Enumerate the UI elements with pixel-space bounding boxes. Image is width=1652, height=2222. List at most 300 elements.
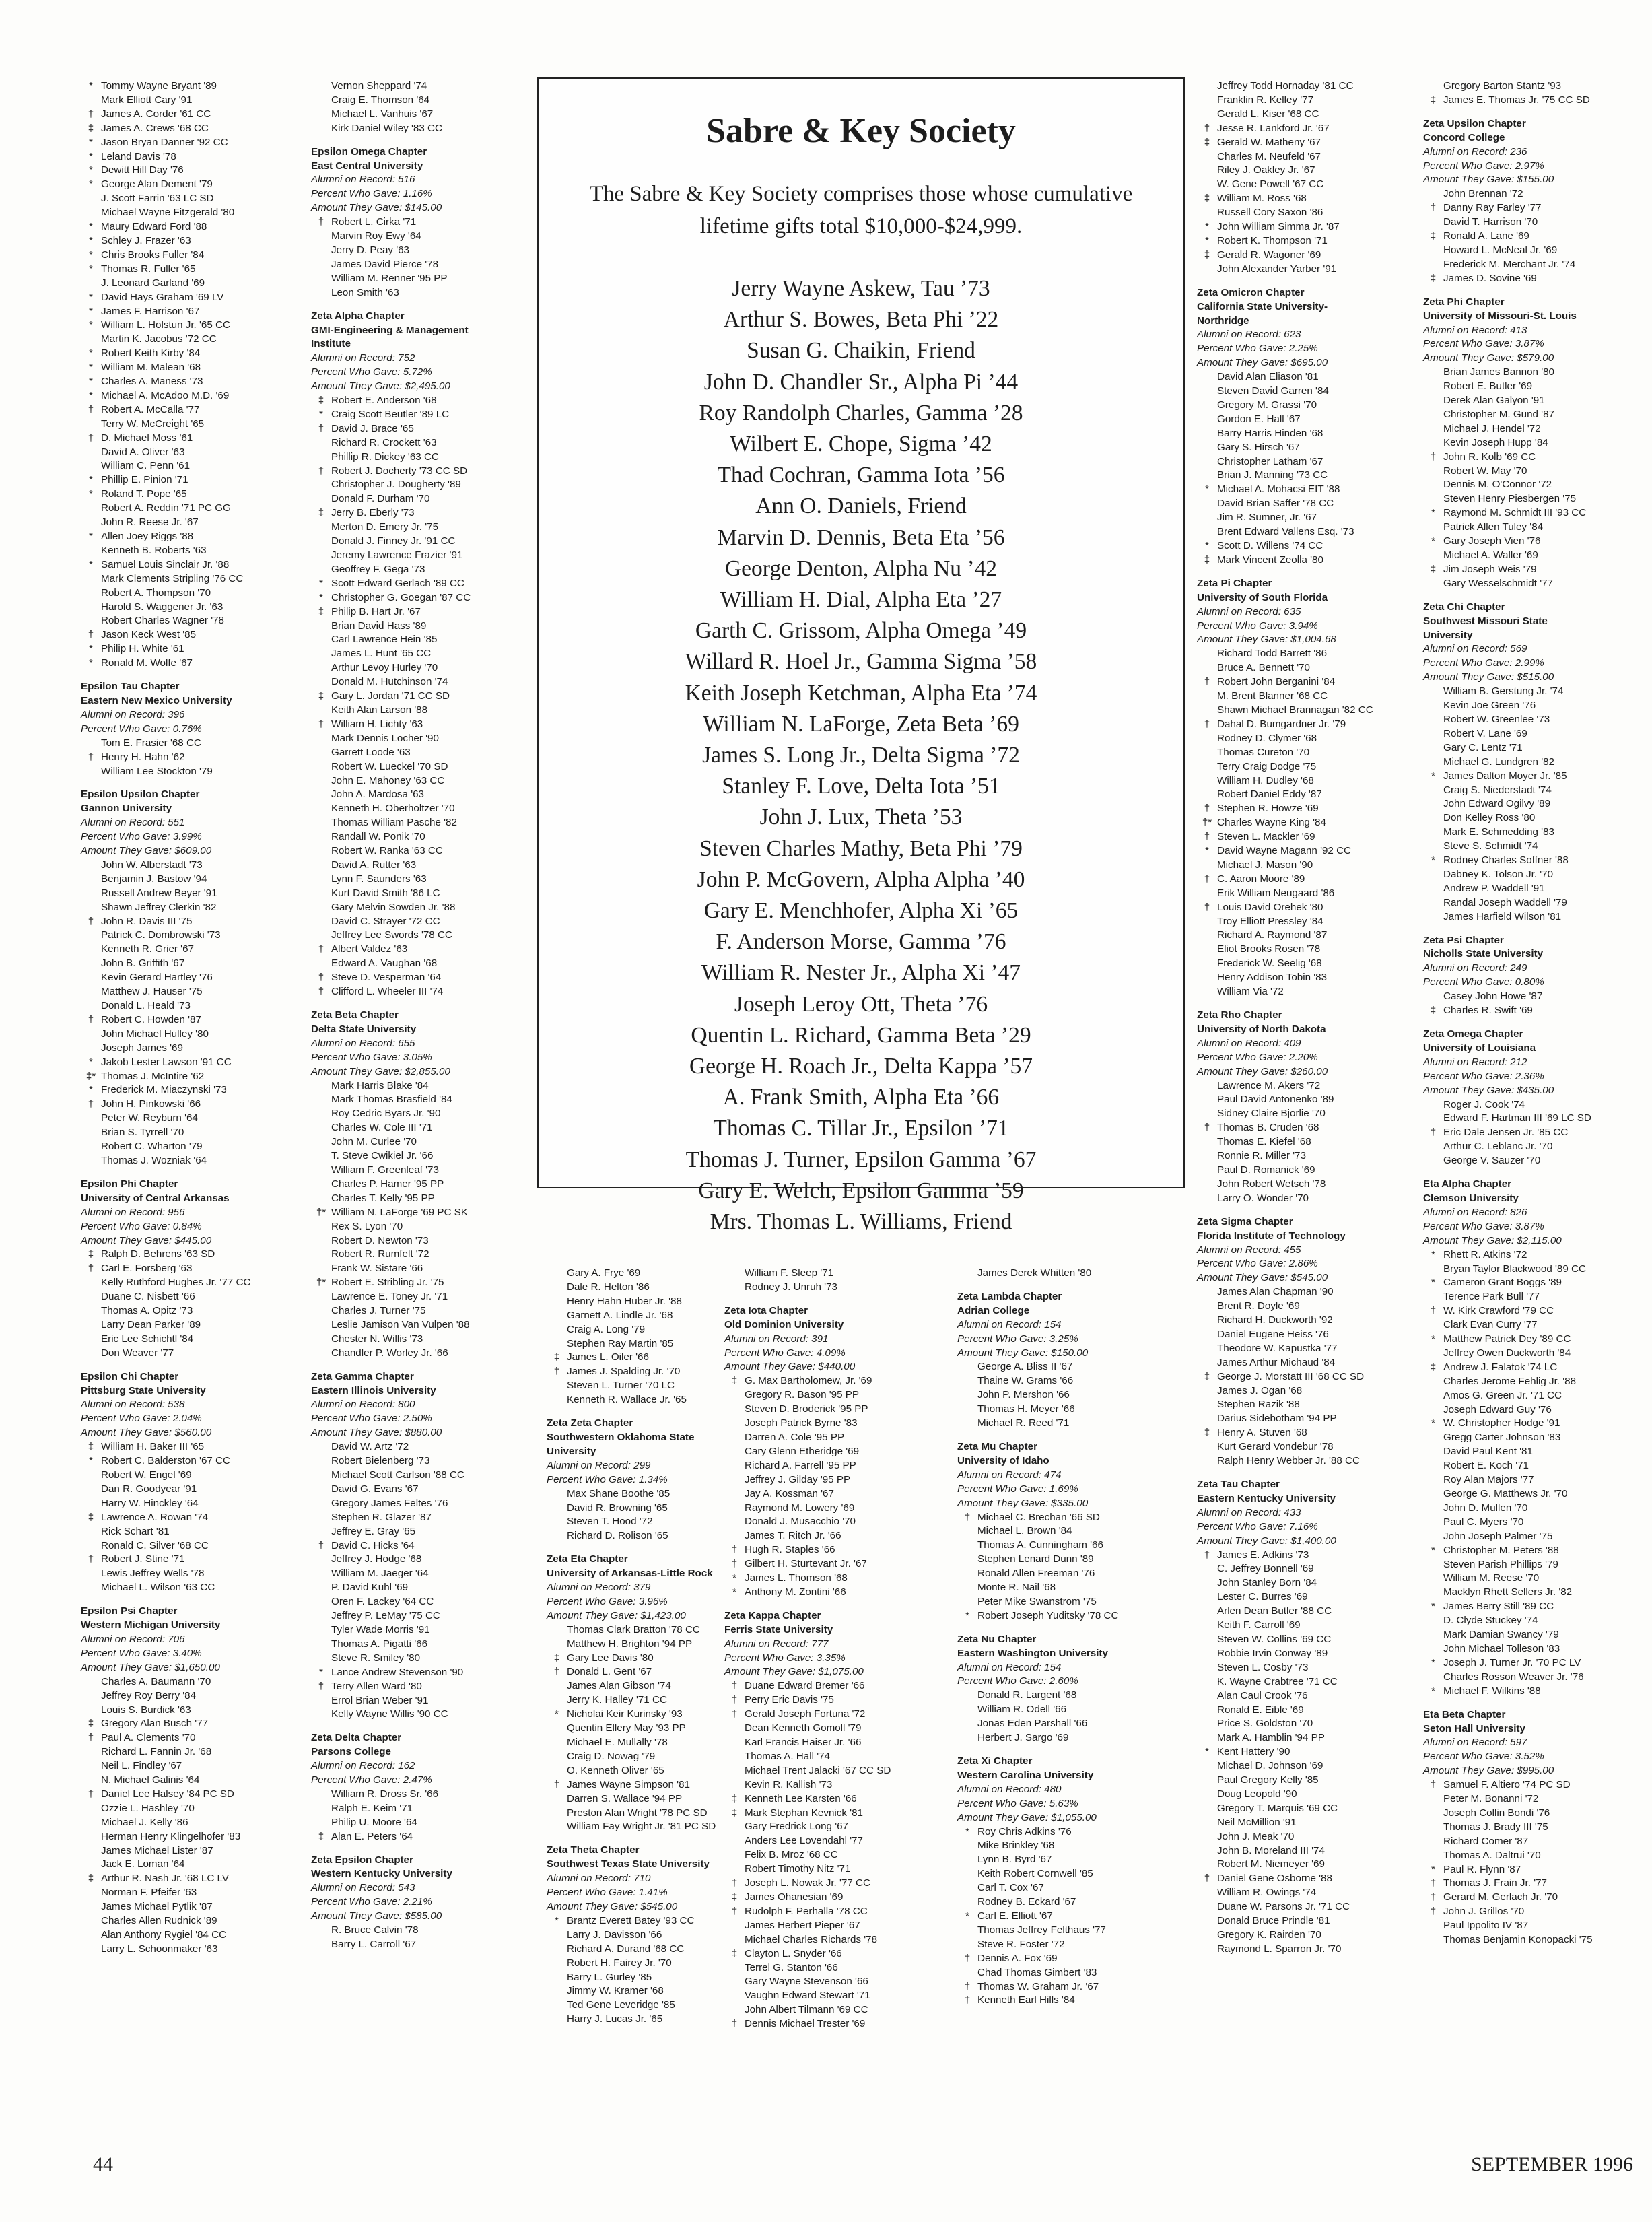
society-member: William N. LaForge, Zeta Beta ’69: [703, 711, 1019, 737]
donor-name: [311, 1830, 525, 1844]
donor-symbol: †: [318, 943, 324, 955]
donor-symbol: ‡: [88, 1441, 94, 1453]
donor-name-text: John D. Mullen '70: [1443, 1502, 1528, 1514]
donor-name: [311, 394, 525, 408]
donor-symbol: *: [89, 1455, 93, 1467]
society-member: Roy Randolph Charles, Gamma ’28: [699, 400, 1023, 426]
donor-name: [81, 1318, 295, 1333]
donor-name: [1423, 563, 1639, 577]
donor-symbol: †: [553, 1666, 560, 1678]
chapter-statistic: Alumni on Record: 800: [311, 1399, 415, 1411]
donor-symbol: †: [1430, 1305, 1437, 1317]
donor-symbol: *: [89, 248, 93, 261]
donor-name-text: John J. Meak '70: [1217, 1830, 1295, 1842]
donor-symbol: *: [965, 1910, 969, 1922]
donor-name: [1423, 1304, 1639, 1318]
chapter-heading: Clemson University: [1423, 1192, 1519, 1204]
donor-name: [1197, 1647, 1412, 1661]
chapter-statistic: Alumni on Record: 396: [81, 708, 185, 720]
donor-name-text: Jeffrey J. Hodge '68: [331, 1553, 422, 1566]
donor-name: [81, 1013, 295, 1028]
chapter-statistic: Alumni on Record: 538: [81, 1399, 185, 1411]
donor-symbol: †: [318, 986, 324, 998]
donor-name: [81, 1454, 295, 1469]
chapter-statistic: Percent Who Gave: 2.99%: [1423, 657, 1544, 669]
donor-column-6: [1197, 79, 1412, 1957]
donor-name: [957, 1703, 1186, 1717]
donor-name: [81, 516, 295, 530]
chapter-heading: Zeta Xi Chapter: [957, 1755, 1033, 1767]
donor-name: [311, 844, 525, 858]
donor-symbol: †: [1204, 122, 1210, 134]
donor-name-text: William M. Malean '68: [101, 362, 201, 374]
society-member: John D. Chandler Sr., Alpha Pi ’44: [703, 369, 1019, 395]
chapter-statistic: Amount They Gave: $545.00: [1197, 1272, 1328, 1284]
donor-name: [957, 1595, 1186, 1609]
donor-name-text: Doug Leopold '90: [1217, 1788, 1297, 1800]
donor-name-text: George V. Sauzer '70: [1443, 1155, 1541, 1167]
donor-name: [724, 1792, 941, 1807]
donor-name: [724, 2003, 941, 2017]
donor-name-text: Terry Craig Dodge '75: [1217, 760, 1317, 772]
donor-name: [1197, 1328, 1412, 1342]
donor-symbol: †*: [1202, 817, 1212, 829]
society-member: John P. McGovern, Alpha Alpha ’40: [697, 867, 1025, 892]
donor-column-2: [311, 79, 525, 1952]
donor-name-text: James E. Adkins '73: [1217, 1549, 1309, 1561]
donor-name: [1197, 1816, 1412, 1830]
donor-name: [1197, 689, 1412, 704]
donor-name: [1423, 1417, 1639, 1431]
donor-name: [1197, 718, 1412, 732]
donor-name: [1423, 1558, 1639, 1572]
donor-name-text: Rodney D. Clymer '68: [1217, 732, 1317, 744]
donor-name: [81, 1440, 295, 1454]
donor-name-text: Kenneth R. Grier '67: [101, 943, 194, 955]
donor-name-text: Harry W. Hinckley '64: [101, 1497, 199, 1509]
donor-name: [81, 473, 295, 487]
donor-name-text: John Michael Hulley '80: [101, 1028, 209, 1040]
donor-name: [311, 1206, 525, 1220]
donor-name: [547, 1515, 693, 1529]
donor-name: [81, 122, 295, 136]
donor-symbol: *: [89, 488, 93, 500]
chapter-statistic: Percent Who Gave: 2.50%: [311, 1413, 432, 1425]
donor-name: [311, 943, 525, 957]
donor-name-text: James Wayne Simpson '81: [567, 1778, 690, 1790]
chapter-statistic: Percent Who Gave: 1.34%: [547, 1473, 668, 1485]
chapter-heading: Zeta Eta Chapter: [547, 1553, 628, 1566]
donor-name-text: Mark E. Schmedding '83: [1443, 826, 1554, 838]
donor-name-text: Rodney J. Unruh '73: [745, 1281, 837, 1293]
donor-name: [547, 1736, 693, 1750]
donor-name-text: Oren F. Lackey '64 CC: [331, 1596, 434, 1608]
donor-name-text: Ronald A. Lane '69: [1443, 230, 1529, 242]
donor-name-text: Michael Wayne Fitzgerald '80: [101, 207, 235, 219]
donor-name-text: Michael J. Mason '90: [1217, 858, 1313, 871]
donor-name-text: Gary C. Lentz '71: [1443, 741, 1523, 753]
donor-name-text: Ted Gene Leveridge '85: [567, 1999, 675, 2011]
donor-name-text: Arthur R. Nash Jr. '68 LC LV: [101, 1873, 230, 1885]
donor-name-text: Gregory K. Rairden '70: [1217, 1929, 1321, 1941]
chapter-statistic: Alumni on Record: 236: [1423, 145, 1527, 158]
donor-name-text: Mark Damian Swancy '79: [1443, 1629, 1559, 1641]
donor-name: [724, 1487, 941, 1502]
chapter-statistic: Amount They Gave: $609.00: [81, 845, 212, 857]
donor-name: [957, 1881, 1186, 1895]
donor-name: [1423, 1459, 1639, 1473]
donor-name: [81, 1717, 295, 1731]
donor-name-text: Kenneth H. Oberholtzer '70: [331, 803, 455, 815]
donor-name: [81, 318, 295, 333]
donor-name: [1197, 1285, 1412, 1300]
donor-column-5: [957, 1267, 1186, 2008]
donor-symbol: ‡: [1204, 553, 1210, 566]
donor-name: [81, 136, 295, 150]
donor-name-text: Samuel F. Altiero '74 PC SD: [1443, 1779, 1571, 1791]
donor-name: [1197, 1759, 1412, 1774]
donor-name: [311, 675, 525, 689]
society-member: Gary E. Welch, Epsilon Gamma ’59: [698, 1178, 1024, 1203]
donor-name-text: Mark Stephan Kevnick '81: [745, 1807, 863, 1819]
society-member: F. Anderson Morse, Gamma ’76: [716, 929, 1006, 955]
chapter-statistic: Percent Who Gave: 3.87%: [1423, 1220, 1544, 1232]
donor-name: [311, 549, 525, 563]
donor-name: [1197, 1300, 1412, 1314]
donor-symbol: ‡: [318, 690, 324, 702]
donor-name: [1197, 1619, 1412, 1633]
donor-name: [724, 1975, 941, 1989]
donor-name-text: Errol Brian Weber '91: [331, 1694, 429, 1706]
donor-name-text: William L. Holstun Jr. '65 CC: [101, 319, 230, 331]
donor-name-text: Cameron Grant Boggs '89: [1443, 1277, 1562, 1289]
society-member: John J. Lux, Theta ’53: [759, 805, 963, 830]
donor-name: [547, 1750, 693, 1764]
donor-name-text: John A. Mardosa '63: [331, 788, 424, 801]
donor-name: [311, 1469, 525, 1483]
donor-name: [311, 774, 525, 788]
donor-name: [81, 887, 295, 901]
donor-name-text: William R. Dross Sr. '66: [331, 1788, 439, 1800]
chapter-statistic: Amount They Gave: $1,423.00: [547, 1609, 686, 1621]
donor-name: [311, 788, 525, 802]
donor-name: [311, 563, 525, 577]
donor-name-text: Robert V. Lane '69: [1443, 727, 1527, 739]
donor-name-text: Henry H. Hahn '62: [101, 751, 185, 763]
donor-name-text: Thomas W. Graham Jr. '67: [977, 1980, 1099, 1992]
donor-name-text: James T. Ritch Jr. '66: [745, 1530, 841, 1542]
donor-name-text: Mark Harris Blake '84: [331, 1079, 429, 1091]
chapter-heading: Zeta Zeta Chapter: [547, 1417, 633, 1429]
society-member: A. Frank Smith, Alpha Eta ’66: [722, 1085, 1000, 1110]
donor-name: [311, 746, 525, 760]
donor-name-text: Rodney B. Eckard '67: [977, 1896, 1076, 1908]
donor-symbol: †: [964, 1952, 971, 1964]
donor-name-text: Terry W. McCreight '65: [101, 417, 205, 430]
donor-name: [1423, 492, 1639, 506]
donor-name-text: David T. Harrison '70: [1443, 216, 1538, 228]
donor-name-text: James D. Sovine '69: [1443, 272, 1537, 284]
chapter-statistic: Percent Who Gave: 2.86%: [1197, 1258, 1318, 1270]
donor-name-text: Michael L. Wilson '63 CC: [101, 1582, 215, 1594]
donor-name-text: David W. Artz '72: [331, 1441, 409, 1453]
donor-name-text: Ralph Henry Webber Jr. '88 CC: [1217, 1455, 1360, 1467]
donor-symbol: *: [1431, 535, 1435, 547]
chapter-statistic: Amount They Gave: $579.00: [1423, 352, 1554, 364]
donor-name: [311, 760, 525, 774]
donor-name-text: Charles T. Kelly '95 PP: [331, 1192, 435, 1204]
feature-intro: The Sabre & Key Society comprises those whose cumulative lifetime gifts total $10,000-$24,999.: [589, 182, 1133, 238]
donor-name-text: Christopher M. Peters '88: [1443, 1544, 1559, 1556]
donor-name: [1423, 770, 1639, 784]
donor-name-text: Randall W. Ponik '70: [331, 831, 425, 843]
donor-symbol: *: [1431, 854, 1435, 867]
donor-name-text: Kevin Joseph Hupp '84: [1443, 436, 1548, 448]
donor-name-text: John Brennan '72: [1443, 188, 1523, 200]
donor-name-text: Raymond M. Schmidt III '93 CC: [1443, 507, 1587, 519]
donor-name-text: Garnett A. Lindle Jr. '68: [567, 1309, 673, 1321]
donor-symbol: *: [1431, 1656, 1435, 1669]
donor-name: [1197, 94, 1412, 108]
donor-name-text: Shawn Jeffrey Clerkin '82: [101, 901, 217, 913]
chapter-statistic: Amount They Gave: $880.00: [311, 1427, 442, 1439]
donor-symbol: *: [1205, 845, 1209, 857]
chapter-heading: Northridge: [1197, 314, 1249, 327]
donor-name-text: Steve D. Vesperman '64: [331, 972, 442, 984]
donor-symbol: ‡: [1430, 1005, 1437, 1017]
donor-name-text: Philip U. Moore '64: [331, 1816, 417, 1828]
donor-symbol: †: [731, 2018, 738, 2030]
donor-symbol: ‡: [318, 507, 324, 519]
donor-name: [1197, 1121, 1412, 1135]
donor-name: [1197, 1398, 1412, 1412]
donor-name: [81, 628, 295, 642]
donor-name-text: James L. Hunt '65 CC: [331, 648, 432, 660]
donor-name-text: Robert W. Lueckel '70 SD: [331, 760, 448, 772]
donor-name: [81, 1469, 295, 1483]
feature-member-list: [539, 273, 1183, 1238]
donor-name: [81, 1497, 295, 1511]
donor-name-text: Lawrence E. Toney Jr. '71: [331, 1291, 448, 1303]
donor-name-text: David A. Rutter '63: [331, 858, 417, 871]
society-member: Quentin L. Richard, Gamma Beta ’29: [691, 1022, 1031, 1048]
donor-column-7: [1423, 79, 1639, 1947]
donor-name: [957, 1553, 1186, 1567]
donor-name-text: Jim R. Sumner, Jr. '67: [1217, 512, 1317, 524]
donor-name: [311, 1093, 525, 1107]
donor-symbol: *: [965, 1609, 969, 1621]
donor-symbol: †: [318, 1539, 324, 1551]
donor-name-text: Karl Francis Haiser Jr. '66: [745, 1737, 862, 1748]
donor-name: [1197, 384, 1412, 399]
donor-name: [724, 1529, 941, 1543]
donor-name-text: Gary A. Frye '69: [567, 1267, 641, 1279]
donor-name-text: Larry L. Schoonmaker '63: [101, 1943, 218, 1955]
donor-name-text: Jim Joseph Weis '79: [1443, 563, 1537, 575]
donor-name: [957, 1895, 1186, 1910]
donor-name-text: John R. Kolb '69 CC: [1443, 450, 1536, 463]
donor-name: [81, 1886, 295, 1900]
donor-name-text: Robert J. Stine '71: [101, 1553, 185, 1566]
donor-name: [1423, 1835, 1639, 1849]
donor-symbol: †: [964, 1994, 971, 2007]
donor-name-text: Jeffrey Lee Swords '78 CC: [331, 929, 452, 941]
donor-name-text: Robert C. Wharton '79: [101, 1141, 203, 1153]
chapter-statistic: Amount They Gave: $335.00: [957, 1497, 1089, 1509]
donor-name: [1423, 244, 1639, 258]
donor-name: [1197, 455, 1412, 469]
donor-name-text: Richard H. Duckworth '92: [1217, 1314, 1333, 1326]
chapter-statistic: Percent Who Gave: 3.99%: [81, 831, 202, 843]
donor-name-text: John Robert Wetsch '78: [1217, 1178, 1326, 1190]
donor-name-text: William R. Odell '66: [977, 1704, 1067, 1716]
donor-symbol: †: [88, 1013, 94, 1025]
donor-name-text: James Berry Still '89 CC: [1443, 1601, 1554, 1613]
donor-symbol: †: [88, 751, 94, 763]
chapter-statistic: Percent Who Gave: 1.69%: [957, 1483, 1078, 1495]
donor-name-text: John William Simma Jr. '87: [1217, 221, 1340, 233]
society-member: Arthur S. Bowes, Beta Phi ’22: [723, 307, 999, 333]
donor-symbol: †: [318, 1680, 324, 1692]
donor-name-text: Robert A. McCalla '77: [101, 403, 200, 415]
chapter-statistic: Alumni on Record: 569: [1423, 643, 1527, 655]
donor-name: [81, 1333, 295, 1347]
chapter-statistic: Alumni on Record: 154: [957, 1318, 1062, 1331]
donor-name-text: Craig E. Thomson '64: [331, 94, 430, 106]
donor-name: [1197, 108, 1412, 122]
donor-name-text: Lawrence M. Akers '72: [1217, 1079, 1321, 1091]
donor-name: [311, 1938, 525, 1952]
chapter-statistic: Percent Who Gave: 5.72%: [311, 366, 432, 378]
donor-name-text: Dennis M. O'Connor '72: [1443, 479, 1552, 491]
donor-name-text: Jonas Eden Parshall '66: [977, 1718, 1088, 1730]
donor-name: [311, 1708, 525, 1722]
donor-name-text: Michael Charles Richards '78: [745, 1933, 878, 1945]
chapter-heading: Western Kentucky University: [311, 1868, 452, 1880]
donor-name: [311, 258, 525, 272]
donor-name: [81, 248, 295, 263]
chapter-statistic: Alumni on Record: 433: [1197, 1506, 1301, 1518]
donor-name-text: Steven W. Collins '69 CC: [1217, 1633, 1332, 1645]
donor-name-text: Christopher J. Dougherty '89: [331, 479, 461, 491]
donor-name: [1423, 506, 1639, 520]
donor-name: [311, 520, 525, 535]
chapter-statistic: Amount They Gave: $145.00: [311, 202, 442, 214]
donor-symbol: *: [732, 1586, 736, 1598]
donor-name-text: William F. Sleep '71: [745, 1267, 834, 1279]
donor-name: [311, 408, 525, 422]
donor-name-text: Jeffrey Todd Hornaday '81 CC: [1217, 80, 1354, 92]
society-member: Marvin D. Dennis, Beta Eta ’56: [717, 525, 1005, 550]
donor-symbol: *: [89, 305, 93, 317]
donor-name: [311, 915, 525, 929]
donor-name: [1197, 844, 1412, 858]
donor-name-text: Monte R. Nail '68: [977, 1582, 1056, 1594]
donor-name: [81, 1154, 295, 1168]
donor-name-text: Kevin Joe Green '76: [1443, 700, 1536, 712]
donor-name-text: T. Steve Cwikiel Jr. '66: [331, 1150, 434, 1162]
chapter-statistic: Percent Who Gave: 2.20%: [1197, 1051, 1318, 1063]
donor-name: [957, 1403, 1186, 1417]
donor-name-text: Bryan Taylor Blackwood '89 CC: [1443, 1262, 1586, 1275]
donor-name-text: William B. Gerstung Jr. '74: [1443, 685, 1564, 698]
donor-name: [81, 263, 295, 277]
chapter-statistic: Percent Who Gave: 3.05%: [311, 1051, 432, 1063]
donor-symbol: *: [1431, 1685, 1435, 1697]
donor-name-text: Albert Valdez '63: [331, 943, 408, 955]
donor-name: [724, 1473, 941, 1487]
donor-name-text: Thomas J. Frain Jr. '77: [1443, 1877, 1547, 1889]
donor-name-text: Steven David Garren '84: [1217, 385, 1329, 397]
donor-name-text: Robert Keith Kirby '84: [101, 347, 201, 360]
donor-name-text: Donald Bruce Prindle '81: [1217, 1915, 1330, 1927]
donor-name: [1197, 661, 1412, 675]
donor-name-text: Carl T. Cox '67: [977, 1882, 1044, 1894]
donor-name-text: W. Kirk Crawford '79 CC: [1443, 1305, 1554, 1317]
chapter-statistic: Amount They Gave: $1,650.00: [81, 1661, 220, 1673]
donor-symbol: *: [89, 657, 93, 669]
donor-name: [311, 732, 525, 746]
chapter-heading: Western Carolina University: [957, 1769, 1094, 1781]
donor-name: [311, 122, 525, 136]
donor-name: [724, 1445, 941, 1459]
donor-symbol: †: [731, 1877, 738, 1889]
donor-name: [311, 1149, 525, 1164]
donor-name: [724, 1403, 941, 1417]
donor-symbol: †: [318, 422, 324, 434]
donor-name-text: Robert H. Fairey Jr. '70: [567, 1957, 672, 1969]
donor-name-text: Gerard M. Gerlach Jr. '70: [1443, 1891, 1558, 1904]
donor-name-text: Eric Lee Schichtl '84: [101, 1333, 194, 1345]
chapter-heading: Nicholls State University: [1423, 948, 1544, 960]
donor-name: [81, 971, 295, 985]
donor-name: [81, 530, 295, 544]
donor-name: [1423, 1807, 1639, 1821]
donor-name-text: William R. Owings '74: [1217, 1887, 1317, 1899]
donor-symbol: †: [318, 465, 324, 477]
donor-name: [957, 1609, 1186, 1623]
donor-name: [1197, 985, 1412, 999]
donor-name: [1197, 1858, 1412, 1872]
donor-name-text: Alan E. Peters '64: [331, 1830, 413, 1842]
donor-name: [957, 1539, 1186, 1553]
donor-name: [1423, 727, 1639, 741]
society-member: Stanley F. Love, Delta Iota ’51: [722, 774, 1000, 799]
donor-name-text: Robert C. Howden '87: [101, 1013, 201, 1025]
donor-name-text: John H. Pinkowski '66: [101, 1098, 201, 1110]
donor-name: [1423, 1685, 1639, 1699]
donor-name: [81, 1539, 295, 1553]
donor-name: [1197, 1605, 1412, 1619]
donor-name: [81, 1347, 295, 1361]
donor-name: [81, 1567, 295, 1581]
donor-name-text: Neil McMillion '91: [1217, 1816, 1297, 1828]
donor-name-text: Thomas Jeffrey Felthaus '77: [977, 1924, 1106, 1936]
donor-name: [81, 765, 295, 779]
chapter-statistic: Amount They Gave: $440.00: [724, 1361, 856, 1373]
donor-name: [311, 1788, 525, 1802]
chapter-statistic: Alumni on Record: 543: [311, 1882, 415, 1894]
donor-name-text: Jeremy Lawrence Frazier '91: [331, 549, 463, 561]
donor-name-text: William M. Jaeger '64: [331, 1568, 429, 1580]
donor-name-text: Kevin R. Kallish '73: [745, 1778, 833, 1790]
donor-name: [724, 1778, 941, 1792]
donor-name: [1197, 497, 1412, 511]
chapter-heading: University of Central Arkansas: [81, 1192, 230, 1204]
chapter-statistic: Amount They Gave: $585.00: [311, 1910, 442, 1922]
donor-name-text: John P. Mershon '66: [977, 1389, 1070, 1401]
donor-name: [957, 1853, 1186, 1867]
